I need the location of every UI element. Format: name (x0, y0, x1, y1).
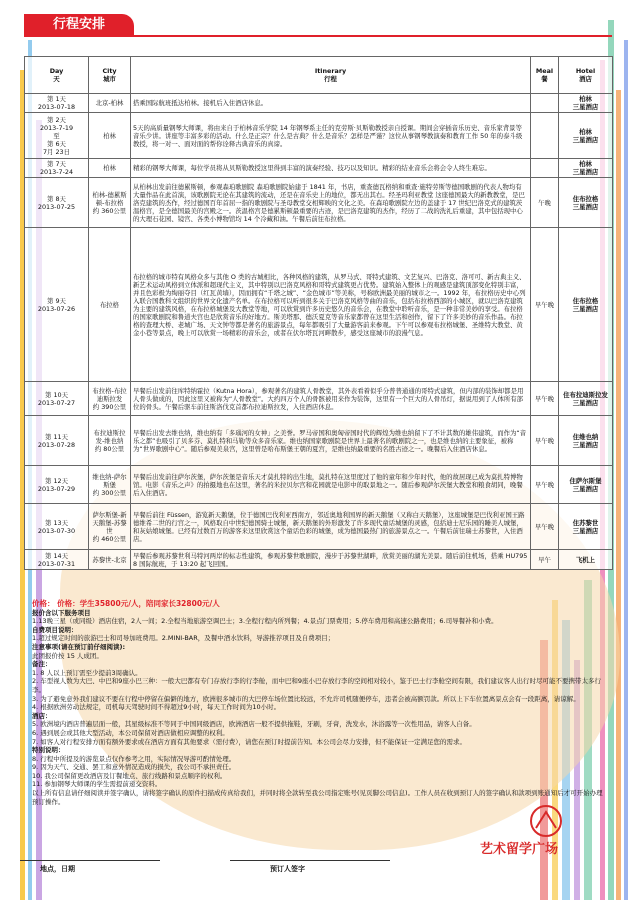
table-row (25, 228, 613, 382)
table-row (25, 113, 613, 159)
terms-section (32, 600, 607, 806)
day-cell: 第 1天 2013-07-18 (25, 94, 89, 113)
table-row (25, 416, 613, 466)
meal-cell: 早午晚 (531, 504, 559, 550)
meal-cell (531, 113, 559, 159)
price-line (32, 600, 607, 609)
day-cell: 第 10天 2013-07-27 (25, 382, 89, 416)
note-line: 备注： (32, 660, 52, 669)
table-row (25, 550, 613, 570)
header-meal: Meal 餐 (531, 57, 559, 94)
city-cell: 布拉格 (89, 228, 131, 382)
meal-cell: 早午晚 (531, 382, 559, 416)
note-line: 以上所有信息请仔细阅读并签字确认，请将签字确认的原件扫描成传真给我们，并同时将全款转至我公司指定账号(见页脚公司信息)。工作人员在收到预订人的签字确认和款项到账通知后才可开始办理预订操作。 (32, 789, 603, 806)
note-line: 1.13晚三星（或同级）酒店住宿，2人一间；2.全程当地旅游空调巴士；3.全程行程内所列餐；4.景点门票费用；5.停车费用和高速公路费用；6.司导餐补和小费。 (32, 617, 498, 626)
city-cell: 布拉格-布拉迪斯拉发 约 390公里 (89, 382, 131, 416)
day-cell: 第 2天 2013-7-19 至 第 6天 7月 23日 (25, 113, 89, 159)
city-cell: 柏林-德累斯顿-布拉格 约 360公里 (89, 178, 131, 228)
table-header-row (25, 57, 613, 94)
note-line: 5. 欧洲境内酒店普遍层面一般，其星级标准不等同于中国同级酒店，欧洲酒店一般不提供拖鞋，牙刷，牙膏，洗发水，沐浴露等一次性用品，请客人自备。 (32, 720, 476, 729)
itinerary-table (24, 56, 613, 570)
header-itinerary: Itinerary 行程 (131, 57, 531, 94)
header-bar (24, 8, 612, 38)
hotel-cell: 住萨尔斯堡 三星酒店 (559, 466, 613, 504)
hotel-cell: 住布拉格 三星酒店 (559, 228, 613, 382)
city-cell: 布拉迪斯拉发-维也纳 约 80公里 (89, 416, 131, 466)
note-line: 特别说明： (32, 746, 65, 755)
note-line: 自费项目说明： (32, 625, 78, 634)
table-row (25, 178, 613, 228)
meal-cell (531, 94, 559, 113)
note-line: 8. 行程中所提及的游览景点仅作参考之用，实际情况导游可酌情处理。 (32, 754, 236, 763)
hotel-cell: 住布拉迪斯拉发 三星酒店 (559, 382, 613, 416)
itinerary-cell: 早餐后出发前往萨尔茨堡，萨尔茨堡是音乐天才莫扎特的出生地，莫扎特在这里度过了他的童年和少年时代，他的故居现已成为莫扎特博物馆。电影《音乐之声》的拍摄地也在这里，著名的米拉贝尔宫和花园就是电影中的取景地之一。随后参观萨尔茨堡大教堂和粮食胡同，晚餐后入住酒店。 (131, 466, 531, 504)
city-cell: 萨尔斯堡-新天鹅堡-苏黎世 约 460公里 (89, 504, 131, 550)
place-date-line (20, 860, 160, 861)
header-hotel: Hotel 酒店 (559, 57, 613, 94)
note-line: 3. 为了避免意外我们建议不要在行程中停留在偏僻的地方，欧洲很多城市的大巴停车场位置比较远，不允许司机随便停车，违者会被高额罚款。所以上下车位置离景点会有一段距离，请谅解。 (32, 694, 580, 703)
note-line: 11. 参加钢琴大师课的学生需提前递交资料。 (32, 780, 162, 789)
note-line: 6. 遇到展会或其他大型活动，本公司保留对酒店做相应调整的权利。 (32, 728, 229, 737)
meal-cell: 午晚 (531, 178, 559, 228)
hotel-cell: 住布拉格 三星酒店 (559, 178, 613, 228)
meal-cell: 早午晚 (531, 228, 559, 382)
note-line: 10. 我公司保留更改酒店及订餐地点、旅行线路和景点顺序的权利。 (32, 771, 227, 780)
table-row (25, 94, 613, 113)
hotel-cell: 飞机上 (559, 550, 613, 570)
city-cell: 维也纳-萨尔斯堡 约 300公里 (89, 466, 131, 504)
note-line: 1.超过规定时间的旅游巴士和司导加班费用。2.MINI-BAR，及餐中酒水饮料，导游推荐项目及自费项目； (32, 634, 335, 643)
hotel-cell: 柏林 三星酒店 (559, 94, 613, 113)
day-cell: 第 14天 2013-07-31 (25, 550, 89, 570)
meal-cell: 早午晚 (531, 466, 559, 504)
table-row (25, 504, 613, 550)
page-title: 行程安排 (24, 14, 134, 36)
table-row (25, 159, 613, 178)
signature-line (230, 860, 390, 861)
itinerary-cell: 早餐后参观苏黎世利马特河两岸的标志性建筑，参观苏黎世歌剧院，漫步于苏黎世湖畔，欣赏美丽的湖光美景。随后前往机场，搭乘 HU7958 国际航班，于 13:20 起飞回国。 (131, 550, 531, 570)
note-line: 报价含以下服务项目 (32, 608, 91, 617)
title-underline (24, 35, 612, 37)
logo-icon (516, 804, 576, 838)
signer-label: 预订人签字 (270, 865, 305, 873)
header-day: Day 天 (25, 57, 89, 94)
itinerary-cell: 精彩的钢琴大师课，每位学员将从贝斯勒教授这里得到丰富的演奏经验、技巧以及知识。精彩的结业音乐会将会令人终生难忘。 (131, 159, 531, 178)
day-cell: 第 9天 2013-07-26 (25, 228, 89, 382)
table-row (25, 466, 613, 504)
price-value: 价格：学生35800元/人，陪同家长32800元/人 (57, 599, 220, 608)
itinerary-cell: 早餐后出发去维也纳，维也纳有「多瑙河的女神」之美誉。罗马帝国和奥匈帝国时代的辉煌为维也纳留下了不计其数的雄伟建筑，而作为“音乐之都”也吸引了贝多芬、莫扎特和马勒等众多音乐家。维也纳国家歌剧院是世界上最著名的歌剧院之一，也是维也纳的主要象征，被称为“世界歌剧中心”。随后参观美泉宫，这里曾是哈布斯堡王朝的夏宫，是维也纳最重要的名胜古迹之一。晚餐后入住酒店休息。 (131, 416, 531, 466)
day-cell: 第 12天 2013-07-29 (25, 466, 89, 504)
note-line: 9. 因为天气、交通、罢工和意外情况造成的损失，我公司不承担责任。 (32, 763, 236, 772)
itinerary-cell: 从柏林出发前往德累斯顿，参观森珀歌剧院 森珀歌剧院始建于 1841 年，书店，重查德瓦格纳和重查·施特劳斯等德国歌剧的代表人物均有大量作品在此首演，该歌剧院无论在其建筑的流动，还是在音乐史上的地位，都无出其右。经圣玛利亚教堂 这座德国最大的新教教堂，是巴洛克建筑的杰作，经过德国百年首屈一指的歌剧院与圣母教堂交相辉映的文化之美。在森珀歌剧院左边的盖建于 17 世纪巴洛克式的建筑茨温格宫，是全德国最美的宫殿之一。茨温格宫是德累斯顿最重要的古迹，是巴洛克建筑的杰作，经历了二战的洗礼后重建，其中包括现中心的大理石花园、镜宫、各类小博物馆均 14 个冷藏和油。午餐后前往布拉格。 (131, 178, 531, 228)
note-line: 此团报价按 15 人成团。 (32, 651, 103, 660)
meal-cell (531, 159, 559, 178)
note-line: 2. 车型视人数为大巴、中巴和9座小巴三种：一般大巴都有专门存放行李的行李舱，而中巴和9座小巴存放行李的空间相对较小，鉴于巴士行李舱空间有限，我们建议客人出行时尽可能不要携带太多行李。 (32, 677, 602, 694)
itinerary-cell: 早餐后前往 Füssen，游览新天鹅堡，位于德国巴伐利亚西南方，邻近奥地利国界的新天鹅堡（又称白天鹅堡），这座城堡是巴伐利亚国王路德维希二世的行宫之一，风格取自中世纪德国骑士城堡，新天鹅堡的外形激发了许多现代童话城堡的灵感，包括迪士尼乐园的睡美人城堡，和灰姑娘城堡。已经有过数百万的游客来这里欣赏这个童话色彩的城堡，成为德国最热门的旅游景点之一。午餐后前往瑞士苏黎世，入住酒店。 (131, 504, 531, 550)
table-row (25, 382, 613, 416)
day-cell: 第 11天 2013-07-28 (25, 416, 89, 466)
note-line: 7. 如客人对行程安排方面有额外要求或在酒店方面有其他要求（需付费），请您在预订时提前告知。本公司会尽力安排，但不能保证一定满足您的需求。 (32, 737, 467, 746)
itinerary-cell: 早餐后出发前往库特纳霍拉（Kutna Hora），参观著名的建筑人骨教堂，其外表看着似乎分普普通通的哥特式建筑，但内部的装饰却都是用人骨头做成的，因此这里又被称为“人骨教堂”。大约四万个人的骨骸被用来作为装饰，这里有一个巨大的人骨吊灯，据说用到了人体所有部位的骨头。午餐后驱车前往斯洛伐克首都布拉迪斯拉发，入住酒店休息。 (131, 382, 531, 416)
day-cell: 第 8天 2013-07-25 (25, 178, 89, 228)
hotel-cell: 柏林 三星酒店 (559, 113, 613, 159)
meal-cell: 早午晚 (531, 416, 559, 466)
note-line: 4. 根据欧洲劳动法规定，司机每天驾驶时间不得超过9小时，每天工作时间为10小时。 (32, 703, 281, 712)
itinerary-cell: 5天的高质量钢琴大师课，将由来自于柏林音乐学院 14 年钢琴系主任的克劳斯·贝斯勒教授亲自授课。期间会穿插音乐历史、音乐家背景等音乐少讲。讲座等丰富多彩的活动。什么是正宗？什么是古典？什么是音乐？怎样是严谨？这位从事钢琴教演奏和教育工作 50 年的泰斗级教授，将一对一、面对面的帮你诠释古典音乐的真谛。 (131, 113, 531, 159)
note-line: 1. 8 人以上预订需至少提前3周确认。 (32, 668, 142, 677)
logo-text: 艺术留学广场 (480, 842, 559, 857)
itinerary-cell: 布拉格的城市特有风格众多与其他 O 类的古城相比，各种风格的建筑，从罗马式、哥特式建筑、文艺复兴、巴洛克、洛可可、新古典主义、新艺术运动风格到立体派和超现代主义，其中特别以巴洛克风格和哥特式建筑更占优势。建筑始入整体上的观感是建筑顶部变化特别丰富，并且色彩极为绚丽夺目（红瓦黄墙），因而拥有“千塔之城”、“金色城市”等美称，号称欧洲最美丽的城市之一。1992 年，布拉格历史中心列入联合国教科文组织的世界文化遗产名单。在布拉格可以听到很多关于巴洛克风格等曲的音乐，包括布拉格西部的小城区，就以巴洛克建筑为主要的建筑风格，在布拉格城堡及大教堂等地，可以欣赏到许多历史悠久的音乐会，在教堂中聆听音乐，是一种非常美妙的享受。布拉格的国家歌剧院和鲁道夫宫也是欣赏音乐的好地方。斯美塔那、德沃夏克等音乐家都曾在这里生活和创作，留下了许多美妙的音乐作品。布拉格的查理大桥、老城广场、天文钟等都是著名的旅游景点，每年都吸引了大量游客前来参观。下午可以参观布拉格城堡、圣维特大教堂、黄金小巷等景点，晚上可以欣赏一场精彩的音乐会，或者在伏尔塔瓦河畔散步，感受这座城市的浪漫气息。 (131, 228, 531, 382)
itinerary-cell: 搭乘国际航班抵达柏林。接机后入住酒店休息。 (131, 94, 531, 113)
city-cell: 苏黎世-北京 (89, 550, 131, 570)
hotel-cell: 住苏黎世 三星酒店 (559, 504, 613, 550)
day-cell: 第 13天 2013-07-30 (25, 504, 89, 550)
day-cell: 第 7天 2013-7-24 (25, 159, 89, 178)
city-cell: 柏林 (89, 159, 131, 178)
hotel-cell: 住维也纳 三星酒店 (559, 416, 613, 466)
price-label: 价格： (32, 599, 55, 608)
header-city: City 城市 (89, 57, 131, 94)
city-cell: 柏林 (89, 113, 131, 159)
brand-logo (476, 804, 626, 864)
place-date-label: 地点，日期 (40, 865, 75, 873)
city-cell: 北京-柏林 (89, 94, 131, 113)
meal-cell: 早午 (531, 550, 559, 570)
hotel-cell: 柏林 三星酒店 (559, 159, 613, 178)
note-line: 酒店： (32, 711, 52, 720)
note-line: 注意事项(请在预订前仔细阅读): (32, 642, 126, 651)
